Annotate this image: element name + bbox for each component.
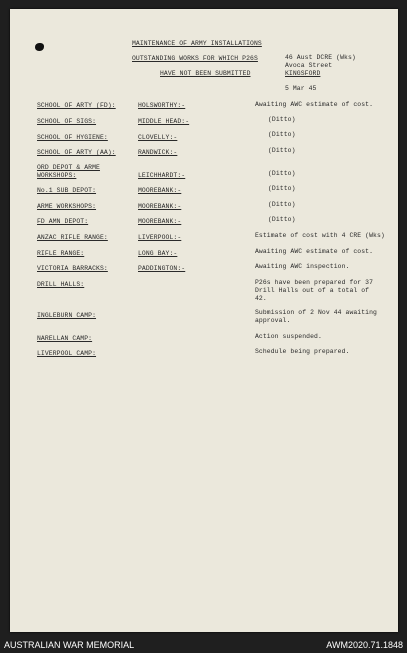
row-unit: ARME WORKSHOPS:: [37, 203, 97, 210]
row-unit-line-2: WORKSHOPS:: [37, 172, 77, 179]
row-unit: INGLEBURN CAMP:: [37, 312, 97, 319]
row-status: P26s have been prepared for 37: [255, 279, 374, 286]
address-line-1: 46 Aust DCRE (Wks): [285, 54, 356, 61]
row-unit: LIVERPOOL CAMP:: [37, 350, 97, 357]
row-location: MOOREBANK:-: [138, 218, 182, 225]
document-date: 5 Mar 45: [285, 85, 317, 92]
row-unit: SCHOOL OF ARTY (AA):: [37, 149, 116, 156]
row-status-line-2: Drill Halls out of a total of: [255, 287, 370, 294]
document-subtitle-2: HAVE NOT BEEN SUBMITTED: [160, 70, 251, 77]
row-status: (Ditto): [268, 147, 296, 154]
row-location: CLOVELLY:-: [138, 134, 178, 141]
address-line-2: Avoca Street: [285, 62, 333, 69]
footer-bar: [0, 636, 407, 653]
row-status: (Ditto): [268, 131, 296, 138]
row-unit: ORD DEPOT & ARME: [37, 164, 100, 171]
address-line-3: KINGSFORD: [285, 70, 321, 77]
document-title: MAINTENANCE OF ARMY INSTALLATIONS: [132, 40, 262, 47]
row-location: MOOREBANK:-: [138, 203, 182, 210]
row-unit: DRILL HALLS:: [37, 281, 85, 288]
row-status: Awaiting AWC estimate of cost.: [255, 248, 374, 255]
row-status: Estimate of cost with 4 CRE (Wks): [255, 232, 385, 239]
punch-hole: [35, 43, 44, 51]
footer-accession-number: AWM2020.71.1848: [326, 640, 403, 650]
row-status: Awaiting AWC estimate of cost.: [255, 101, 374, 108]
document-subtitle-1: OUTSTANDING WORKS FOR WHICH P26S: [132, 55, 258, 62]
row-unit: SCHOOL OF SIGS:: [37, 118, 97, 125]
row-status: (Ditto): [268, 185, 296, 192]
row-status: Schedule being prepared.: [255, 348, 350, 355]
footer-source: AUSTRALIAN WAR MEMORIAL: [4, 640, 135, 650]
row-status: (Ditto): [268, 116, 296, 123]
row-location: RANDWICK:-: [138, 149, 178, 156]
row-unit: NARELLAN CAMP:: [37, 335, 93, 342]
row-unit: VICTORIA BARRACKS:: [37, 265, 108, 272]
row-status-line-3: 42.: [255, 295, 267, 302]
row-unit: FD AMN DEPOT:: [37, 218, 89, 225]
row-unit: SCHOOL OF ARTY (FD):: [37, 102, 116, 109]
row-location: PADDINGTON:-: [138, 265, 186, 272]
row-location: LEICHHARDT:-: [138, 172, 186, 179]
row-unit: ANZAC RIFLE RANGE:: [37, 234, 108, 241]
row-location: HOLSWORTHY:-: [138, 102, 186, 109]
row-location: LONG BAY:-: [138, 250, 178, 257]
row-status-line-2: approval.: [255, 317, 291, 324]
row-location: LIVERPOOL:-: [138, 234, 182, 241]
row-location: MOOREBANK:-: [138, 187, 182, 194]
row-status: Submission of 2 Nov 44 awaiting: [255, 309, 377, 316]
row-unit: RIFLE RANGE:: [37, 250, 85, 257]
row-unit: SCHOOL OF HYGIENE:: [37, 134, 108, 141]
row-status: (Ditto): [268, 216, 296, 223]
row-status: (Ditto): [268, 201, 296, 208]
row-unit: No.1 SUB DEPOT:: [37, 187, 97, 194]
row-location: MIDDLE HEAD:-: [138, 118, 190, 125]
row-status: Awaiting AWC inspection.: [255, 263, 350, 270]
row-status: Action suspended.: [255, 333, 322, 340]
row-status: (Ditto): [268, 170, 296, 177]
